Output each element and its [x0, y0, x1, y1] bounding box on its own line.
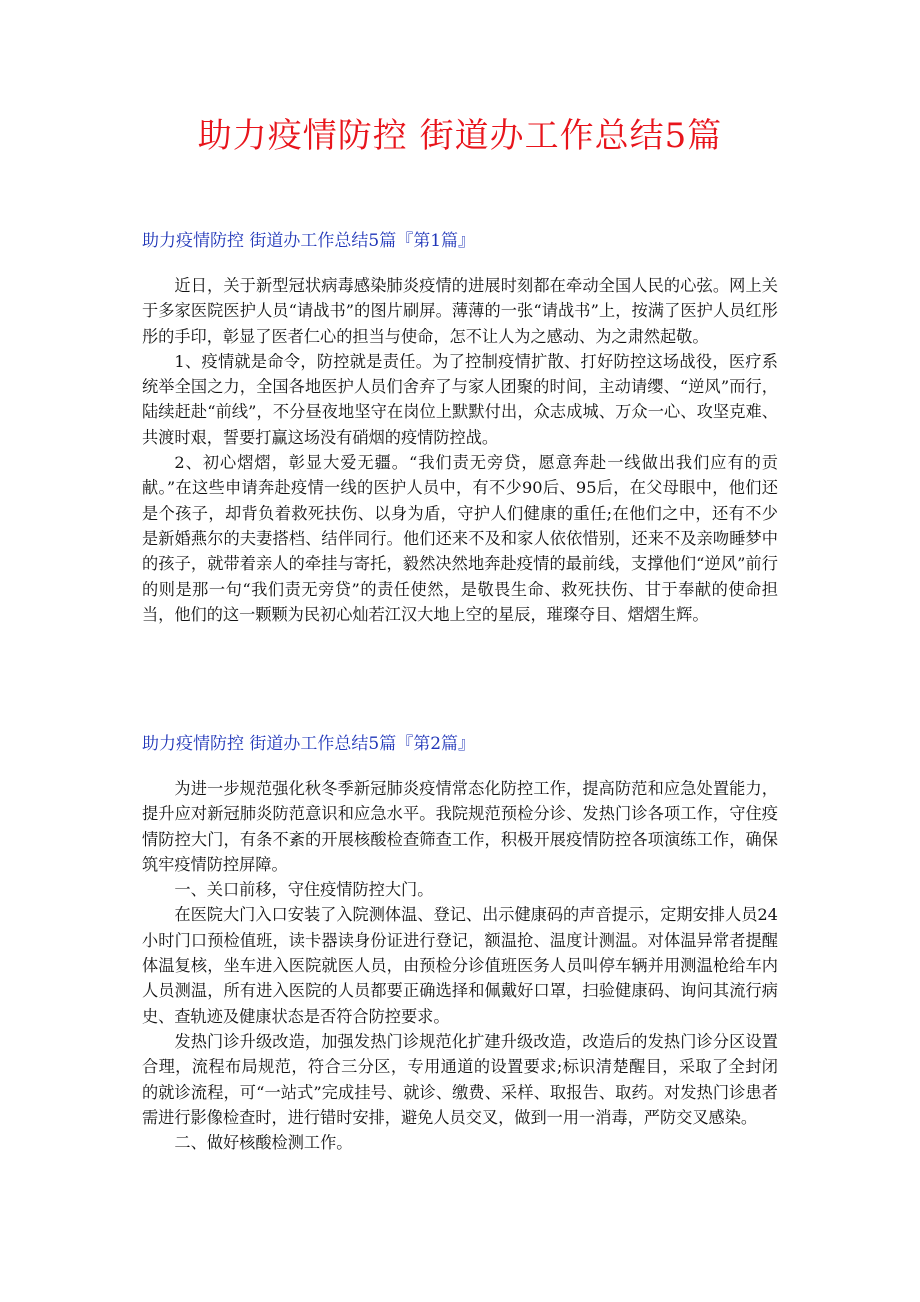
paragraph: 近日，关于新型冠状病毒感染肺炎疫情的进展时刻都在牵动全国人民的心弦。网上关于多家医院医护人员“请战书”的图片刷屏。薄薄的一张“请战书”上，按满了医护人员红彤彤的手印，彰显了医者仁心的担当与使命，怎不让人为之感动、为之肃然起敬。 — [142, 276, 778, 346]
section-2-body — [142, 776, 778, 1155]
paragraph: 2、初心熠熠，彰显大爱无疆。“我们责无旁贷，愿意奔赴一线做出我们应有的贡献。”在这些申请奔赴疫情一线的医护人员中，有不少90后、95后，在父母眼中，他们还是个孩子，却背负着救死扶伤、以身为盾，守护人们健康的重任;在他们之中，还有不少是新婚燕尔的夫妻搭档、结伴同行。他们还来不及和家人依依惜别，还来不及亲吻睡梦中的孩子，就带着亲人的牵挂与寄托，毅然决然地奔赴疫情的最前线，支撑他们“逆风”前行的则是那一句“我们责无旁贷”的责任使然，是敬畏生命、救死扶伤、甘于奉献的使命担当，他们的这一颗颗为民初心灿若江汉大地上空的星辰，璀璨夺目、熠熠生辉。 — [142, 453, 778, 624]
paragraph: 为进一步规范强化秋冬季新冠肺炎疫情常态化防控工作，提高防范和应急处置能力，提升应对新冠肺炎防范意识和应急水平。我院规范预检分诊、发热门诊各项工作，守住疫情防控大门，有条不紊的开展核酸检查筛查工作，积极开展疫情防控各项演练工作，确保筑牢疫情防控屏障。 — [142, 779, 778, 874]
paragraph: 一、关口前移，守住疫情防控大门。 — [174, 880, 434, 900]
section-2-heading: 助力疫情防控 街道办工作总结5篇『第2篇』 — [142, 734, 476, 754]
section-1-body — [142, 273, 778, 627]
section-1-heading: 助力疫情防控 街道办工作总结5篇『第1篇』 — [142, 231, 476, 251]
paragraph: 在医院大门入口安装了入院测体温、登记、出示健康码的声音提示，定期安排人员24小时门口预检值班，读卡器读身份证进行登记，额温抢、温度计测温。对体温异常者提醒体温复核，坐车进入医院就医人员，由预检分诊值班医务人员叫停车辆并用测温枪给车内人员测温，所有进入医院的人员都要正确选择和佩戴好口罩，扫验健康码、询问其流行病史、查轨迹及健康状态是否符合防控要求。 — [142, 905, 778, 1026]
paragraph: 1、疫情就是命令，防控就是责任。为了控制疫情扩散、打好防控这场战役，医疗系统举全国之力，全国各地医护人员们舍弃了与家人团聚的时间，主动请缨、“逆风”而行，陆续赶赴“前线”，不分昼夜地坚守在岗位上默默付出，众志成城、万众一心、攻坚克难、共渡时艰，誓要打赢这场没有硝烟的疫情防控战。 — [142, 351, 778, 447]
paragraph: 发热门诊升级改造，加强发热门诊规范化扩建升级改造，改造后的发热门诊分区设置合理，流程布局规范，符合三分区，专用通道的设置要求;标识清楚醒目，采取了全封闭的就诊流程，可“一站式”完成挂号、就诊、缴费、采样、取报告、取药。对发热门诊患者需进行影像检查时，进行错时安排，避免人员交叉，做到一用一消毒，严防交叉感染。 — [142, 1031, 778, 1127]
paragraph: 二、做好核酸检测工作。 — [174, 1133, 353, 1153]
document-title: 助力疫情防控 街道办工作总结5篇 — [197, 116, 723, 156]
